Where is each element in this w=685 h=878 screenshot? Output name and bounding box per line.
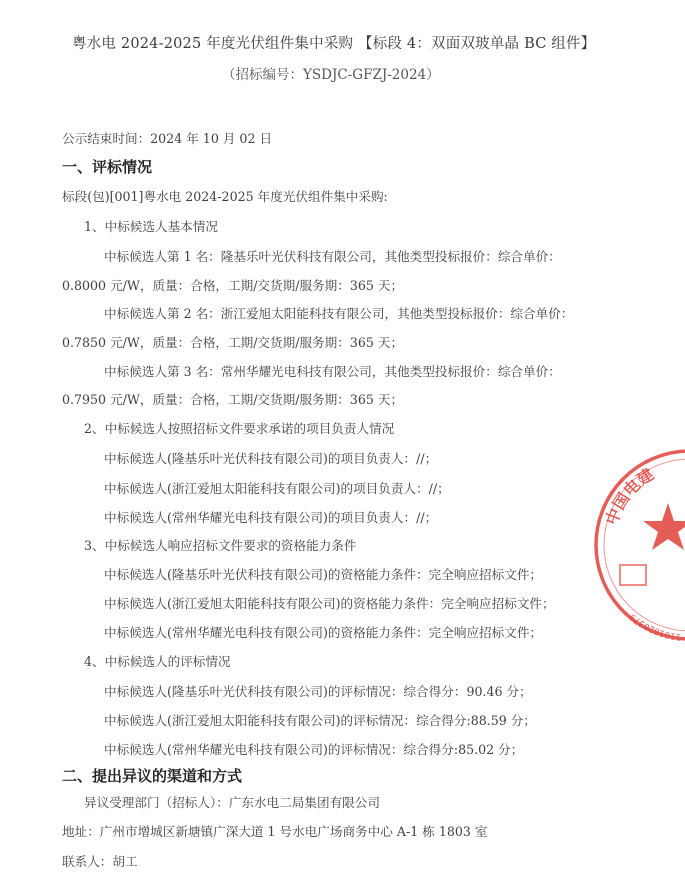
subsection-title-basic-info: 1、中标候选人基本情况 bbox=[84, 219, 218, 234]
subsection-title-scores: 4、中标候选人的评标情况 bbox=[84, 654, 231, 669]
score-line: 中标候选人(常州华耀光电科技有限公司)的评标情况：综合得分:85.02 分； bbox=[104, 742, 524, 757]
subsection-title-project-lead: 2、中标候选人按照招标文件要求承诺的项目负责人情况 bbox=[84, 421, 395, 436]
subsection-title-qualification: 3、中标候选人响应招标文件要求的资格能力条件 bbox=[84, 538, 357, 553]
objection-dept: 异议受理部门（招标人）：广东水电二局集团有限公司 bbox=[84, 795, 380, 810]
seal-text: 中国电建 bbox=[601, 464, 658, 528]
section-heading-evaluation: 一、评标情况 bbox=[62, 158, 153, 176]
qualification-line: 中标候选人(常州华耀光电科技有限公司)的资格能力条件：完全响应招标文件； bbox=[104, 625, 543, 640]
score-line: 中标候选人(隆基乐叶光伏科技有限公司)的评标情况：综合得分：90.46 分； bbox=[104, 684, 532, 699]
notice-end-date: 公示结束时间：2024 年 10 月 02 日 bbox=[62, 131, 273, 146]
candidate-line: 0.7850 元/W，质量：合格，工期/交货期/服务期：365 天； bbox=[62, 335, 404, 350]
project-lead-line: 中标候选人(浙江爱旭太阳能科技有限公司)的项目负责人：//； bbox=[104, 481, 450, 496]
company-seal bbox=[590, 445, 685, 645]
section-heading-objection: 二、提出异议的渠道和方式 bbox=[62, 767, 243, 785]
qualification-line: 中标候选人(浙江爱旭太阳能科技有限公司)的资格能力条件：完全响应招标文件； bbox=[104, 596, 555, 611]
objection-address: 地址：广州市增城区新塘镇广深大道 1 号水电广场商务中心 A-1 栋 1803 室 bbox=[62, 824, 488, 839]
qualification-line: 中标候选人(隆基乐叶光伏科技有限公司)的资格能力条件：完全响应招标文件； bbox=[104, 567, 543, 582]
candidate-line: 中标候选人第 2 名：浙江爱旭太阳能科技有限公司，其他类型投标报价：综合单价： bbox=[104, 306, 574, 321]
candidate-line: 中标候选人第 1 名：隆基乐叶光伏科技有限公司，其他类型投标报价：综合单价： bbox=[104, 249, 561, 264]
project-lead-line: 中标候选人(隆基乐叶光伏科技有限公司)的项目负责人：//； bbox=[104, 451, 438, 466]
lot-line: 标段(包)[001]粤水电 2024-2025 年度光伏组件集中采购: bbox=[62, 189, 388, 204]
project-lead-line: 中标候选人(常州华耀光电科技有限公司)的项目负责人：//； bbox=[104, 510, 438, 525]
candidate-line: 中标候选人第 3 名：常州华耀光电科技有限公司，其他类型投标报价：综合单价： bbox=[104, 364, 561, 379]
seal-number: 1101020379 bbox=[627, 611, 682, 642]
bid-number: （招标编号：YSDJC-GFZJ-2024） bbox=[222, 67, 440, 83]
candidate-line: 0.7950 元/W，质量：合格，工期/交货期/服务期：365 天； bbox=[62, 392, 404, 407]
document-title: 粤水电 2024-2025 年度光伏组件集中采购 【标段 4：双面双玻单晶 BC 组件】 bbox=[72, 36, 596, 52]
seal-star-icon bbox=[643, 503, 685, 550]
candidate-line: 0.8000 元/W，质量：合格，工期/交货期/服务期：365 天； bbox=[62, 278, 404, 293]
objection-contact: 联系人：胡工 bbox=[62, 854, 138, 869]
score-line: 中标候选人(浙江爱旭太阳能科技有限公司)的评标情况：综合得分:88.59 分； bbox=[104, 713, 536, 728]
